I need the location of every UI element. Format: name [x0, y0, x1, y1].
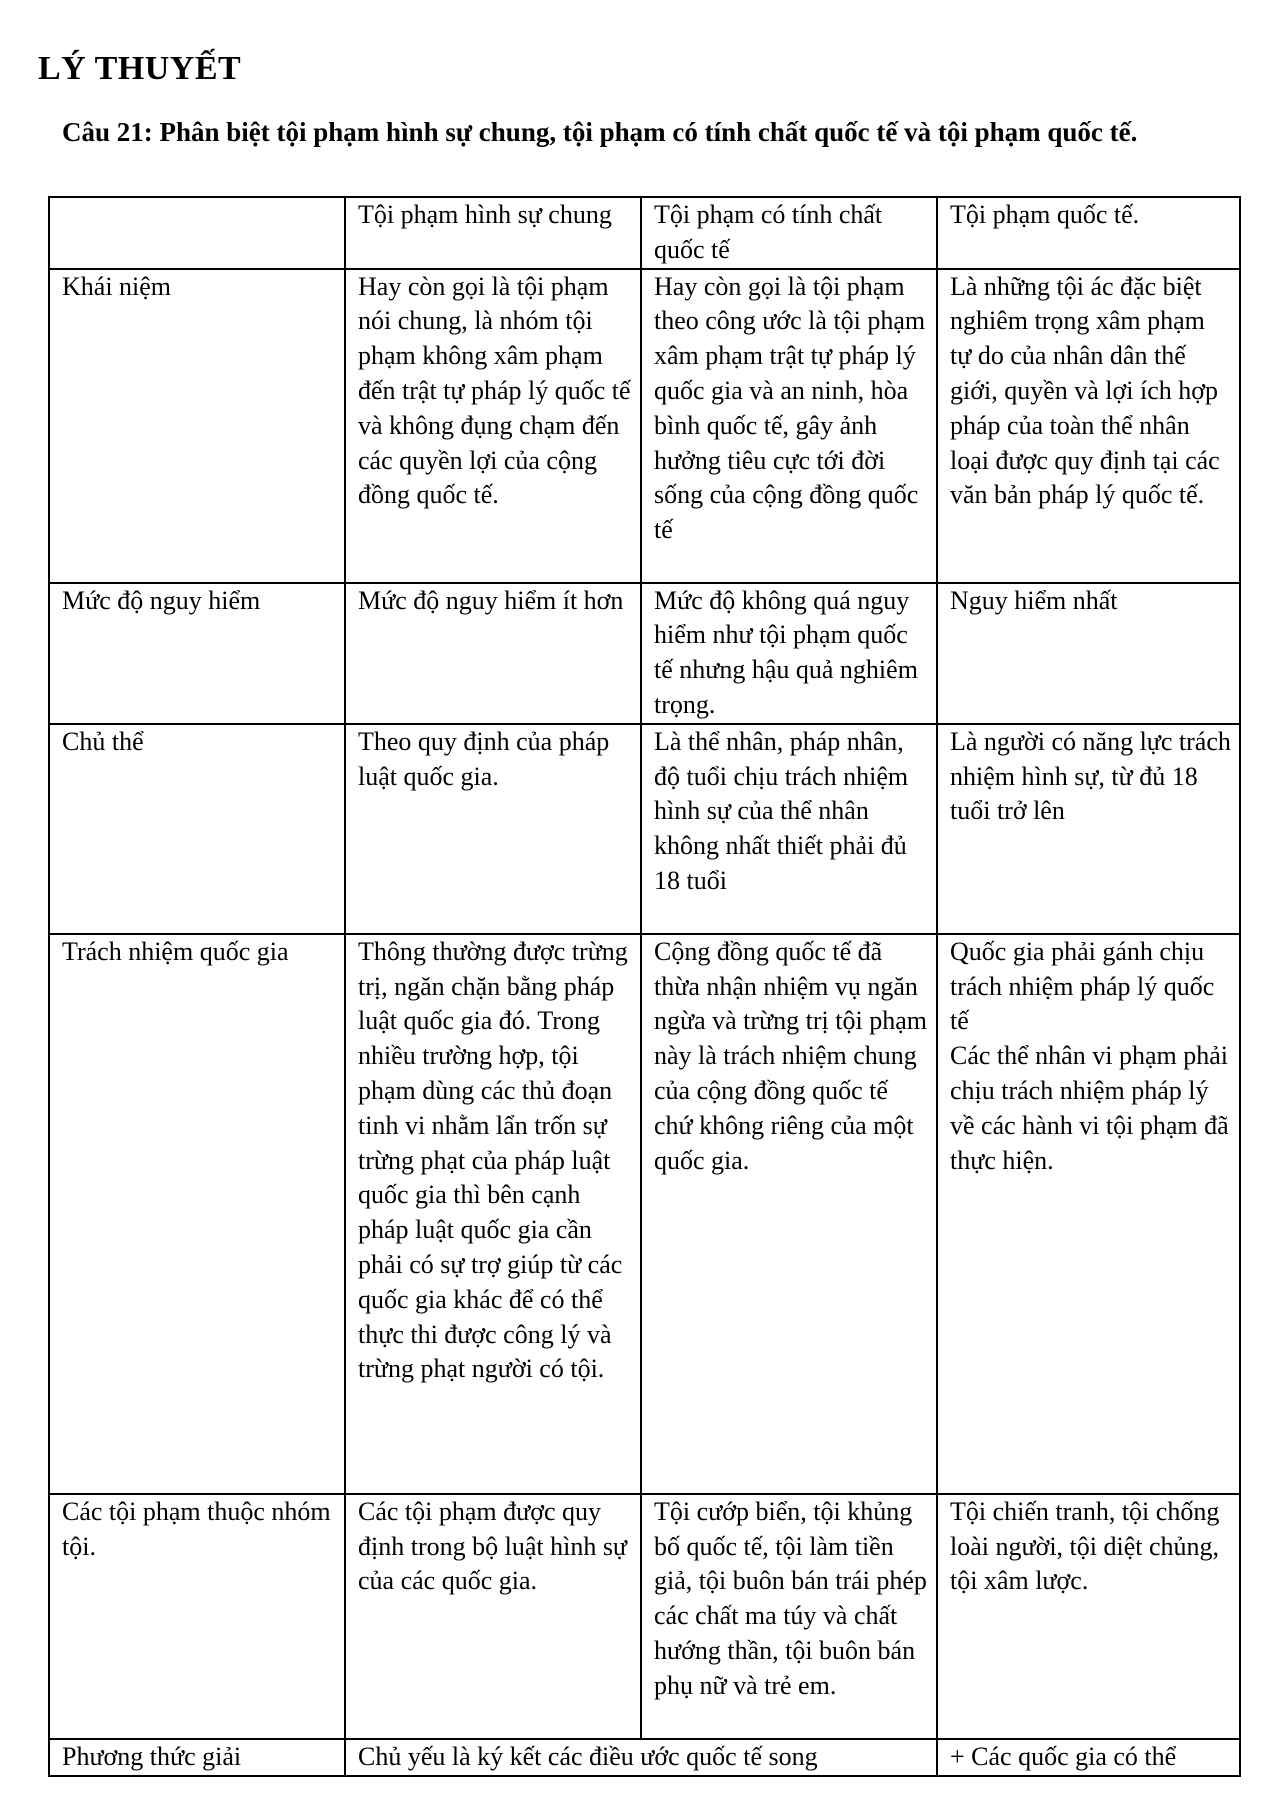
- table-cell: Tội cướp biển, tội khủng bố quốc tế, tội làm tiền giả, tội buôn bán trái phép các chất ma túy và chất hướng thần, tội buôn bán phụ nữ và trẻ em.: [641, 1494, 937, 1739]
- table-cell: Nguy hiểm nhất: [937, 583, 1240, 724]
- header-cell-empty: [49, 197, 345, 269]
- table-cell-merged: Chủ yếu là ký kết các điều ước quốc tế song: [345, 1739, 937, 1776]
- table-cell: + Các quốc gia có thể: [937, 1739, 1240, 1776]
- table-cell: Tội chiến tranh, tội chống loài người, tội diệt chủng, tội xâm lược.: [937, 1494, 1240, 1739]
- question-heading: Câu 21: Phân biệt tội phạm hình sự chung, tội phạm có tính chất quốc tế và tội phạm quốc tế.: [62, 117, 1138, 147]
- header-cell-international-crime: Tội phạm quốc tế.: [937, 197, 1240, 269]
- table-row: [49, 934, 1240, 1494]
- header-cell-international-nature-crime: Tội phạm có tính chất quốc tế: [641, 197, 937, 269]
- row-label-state-responsibility: Trách nhiệm quốc gia: [49, 934, 345, 1494]
- table-row: [49, 269, 1240, 583]
- table-row: [49, 583, 1240, 724]
- table-cell: Cộng đồng quốc tế đã thừa nhận nhiệm vụ ngăn ngừa và trừng trị tội phạm này là trách nhiệm chung của cộng đồng quốc tế chứ không riêng của một quốc gia.: [641, 934, 937, 1494]
- table-cell: Hay còn gọi là tội phạm nói chung, là nhóm tội phạm không xâm phạm đến trật tự pháp lý quốc tế và không đụng chạm đến các quyền lợi của cộng đồng quốc tế.: [345, 269, 641, 583]
- table-cell: Mức độ không quá nguy hiểm như tội phạm quốc tế nhưng hậu quả nghiêm trọng.: [641, 583, 937, 724]
- table-row: [49, 1739, 1240, 1776]
- table-row: [49, 1494, 1240, 1739]
- row-label-crime-groups: Các tội phạm thuộc nhóm tội.: [49, 1494, 345, 1739]
- row-label-subject: Chủ thể: [49, 724, 345, 934]
- row-label-method: Phương thức giải: [49, 1739, 345, 1776]
- comparison-table: [48, 196, 1241, 1777]
- table-cell: Các tội phạm được quy định trong bộ luật hình sự của các quốc gia.: [345, 1494, 641, 1739]
- table-cell: Thông thường được trừng trị, ngăn chặn bằng pháp luật quốc gia đó. Trong nhiều trường hợp, tội phạm dùng các thủ đoạn tinh vi nhằm lẩn trốn sự trừng phạt của pháp luật quốc gia thì bên cạnh pháp luật quốc gia cần phải có sự trợ giúp từ các quốc gia khác để có thể thực thi được công lý và trừng phạt người có tội.: [345, 934, 641, 1494]
- table-header-row: [49, 197, 1240, 269]
- table-cell: Là thể nhân, pháp nhân, độ tuổi chịu trách nhiệm hình sự của thể nhân không nhất thiết phải đủ 18 tuổi: [641, 724, 937, 934]
- section-title: LÝ THUYẾT: [38, 50, 242, 87]
- table-cell: Mức độ nguy hiểm ít hơn: [345, 583, 641, 724]
- table-cell: Hay còn gọi là tội phạm theo công ước là tội phạm xâm phạm trật tự pháp lý quốc gia và an ninh, hòa bình quốc tế, gây ảnh hưởng tiêu cực tới đời sống của cộng đồng quốc tế: [641, 269, 937, 583]
- header-cell-general-crime: Tội phạm hình sự chung: [345, 197, 641, 269]
- row-label-concept: Khái niệm: [49, 269, 345, 583]
- table-cell: Quốc gia phải gánh chịu trách nhiệm pháp lý quốc tế Các thể nhân vi phạm phải chịu trách nhiệm pháp lý về các hành vi tội phạm đã thực hiện.: [937, 934, 1240, 1494]
- table-cell: Theo quy định của pháp luật quốc gia.: [345, 724, 641, 934]
- table-cell: Là người có năng lực trách nhiệm hình sự, từ đủ 18 tuổi trở lên: [937, 724, 1240, 934]
- table-cell: Là những tội ác đặc biệt nghiêm trọng xâm phạm tự do của nhân dân thế giới, quyền và lợi ích hợp pháp của toàn thể nhân loại được quy định tại các văn bản pháp lý quốc tế.: [937, 269, 1240, 583]
- row-label-danger-level: Mức độ nguy hiểm: [49, 583, 345, 724]
- table-row: [49, 724, 1240, 934]
